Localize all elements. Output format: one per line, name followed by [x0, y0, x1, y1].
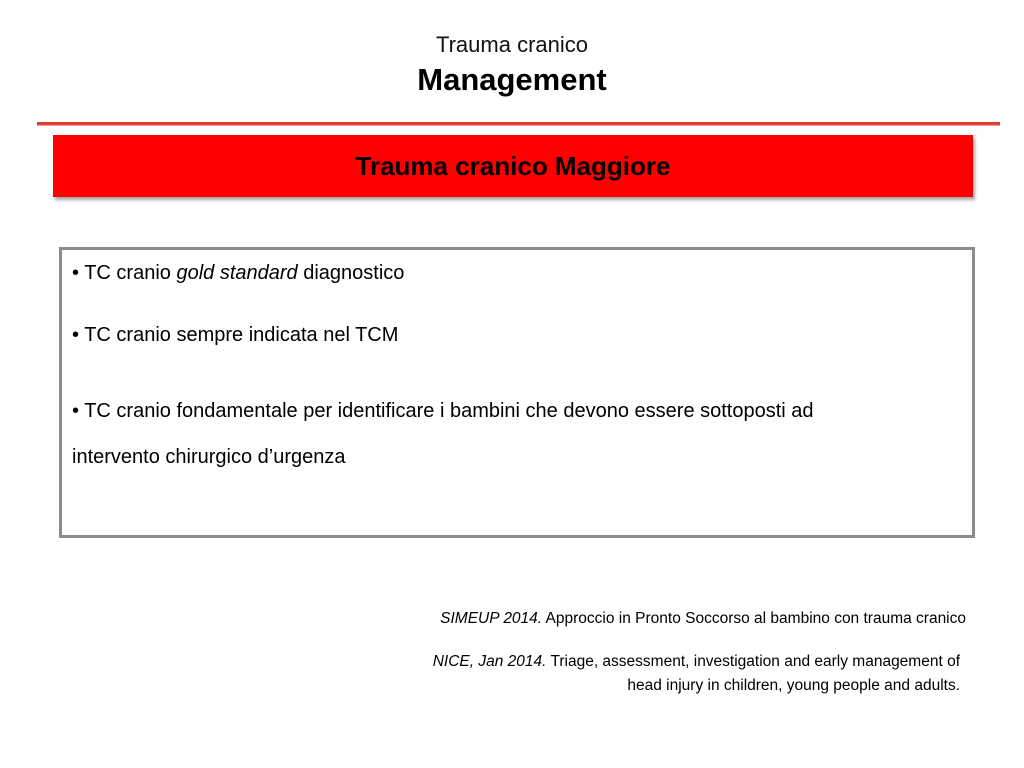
reference-1-source: SIMEUP 2014. — [440, 610, 543, 627]
bullet-content-box — [59, 247, 975, 538]
references — [326, 608, 966, 694]
bullet-1-prefix: TC cranio — [84, 262, 177, 284]
bullet-marker: • — [72, 262, 80, 284]
bullet-1-emphasis: gold standard — [176, 262, 298, 284]
bullet-marker: • — [72, 324, 80, 346]
bullet-3-line-1: TC cranio fondamentale per identificare i bambini che devono essere sottoposti ad — [84, 400, 814, 422]
banner-heading: Trauma cranico Maggiore — [355, 150, 671, 181]
reference-2-text-line-1: Triage, assessment, investigation and early management of — [546, 653, 960, 670]
bullet-always-indicated — [72, 322, 398, 348]
reference-simeup — [326, 608, 966, 630]
title-divider-line — [37, 122, 1000, 126]
bullet-1-suffix: diagnostico — [297, 262, 405, 284]
reference-2-text-line-2: head injury in children, young people and adults. — [627, 677, 960, 694]
reference-2-source: NICE, Jan 2014. — [432, 653, 547, 670]
bullet-3-line-2: intervento chirurgico d’urgenza — [72, 446, 346, 468]
bullet-gold-standard — [72, 260, 404, 286]
reference-nice — [330, 650, 960, 698]
bullet-surgery-identification — [72, 388, 962, 480]
bullet-marker: • — [72, 400, 80, 422]
section-banner — [53, 135, 973, 197]
slide-subtitle: Trauma cranico — [435, 32, 588, 57]
reference-1-text: Approccio in Pronto Soccorso al bambino con trauma cranico — [542, 610, 966, 627]
bullet-2-text: TC cranio sempre indicata nel TCM — [84, 324, 399, 346]
slide-main-title: Management — [417, 62, 607, 97]
slide-title — [0, 30, 1024, 100]
